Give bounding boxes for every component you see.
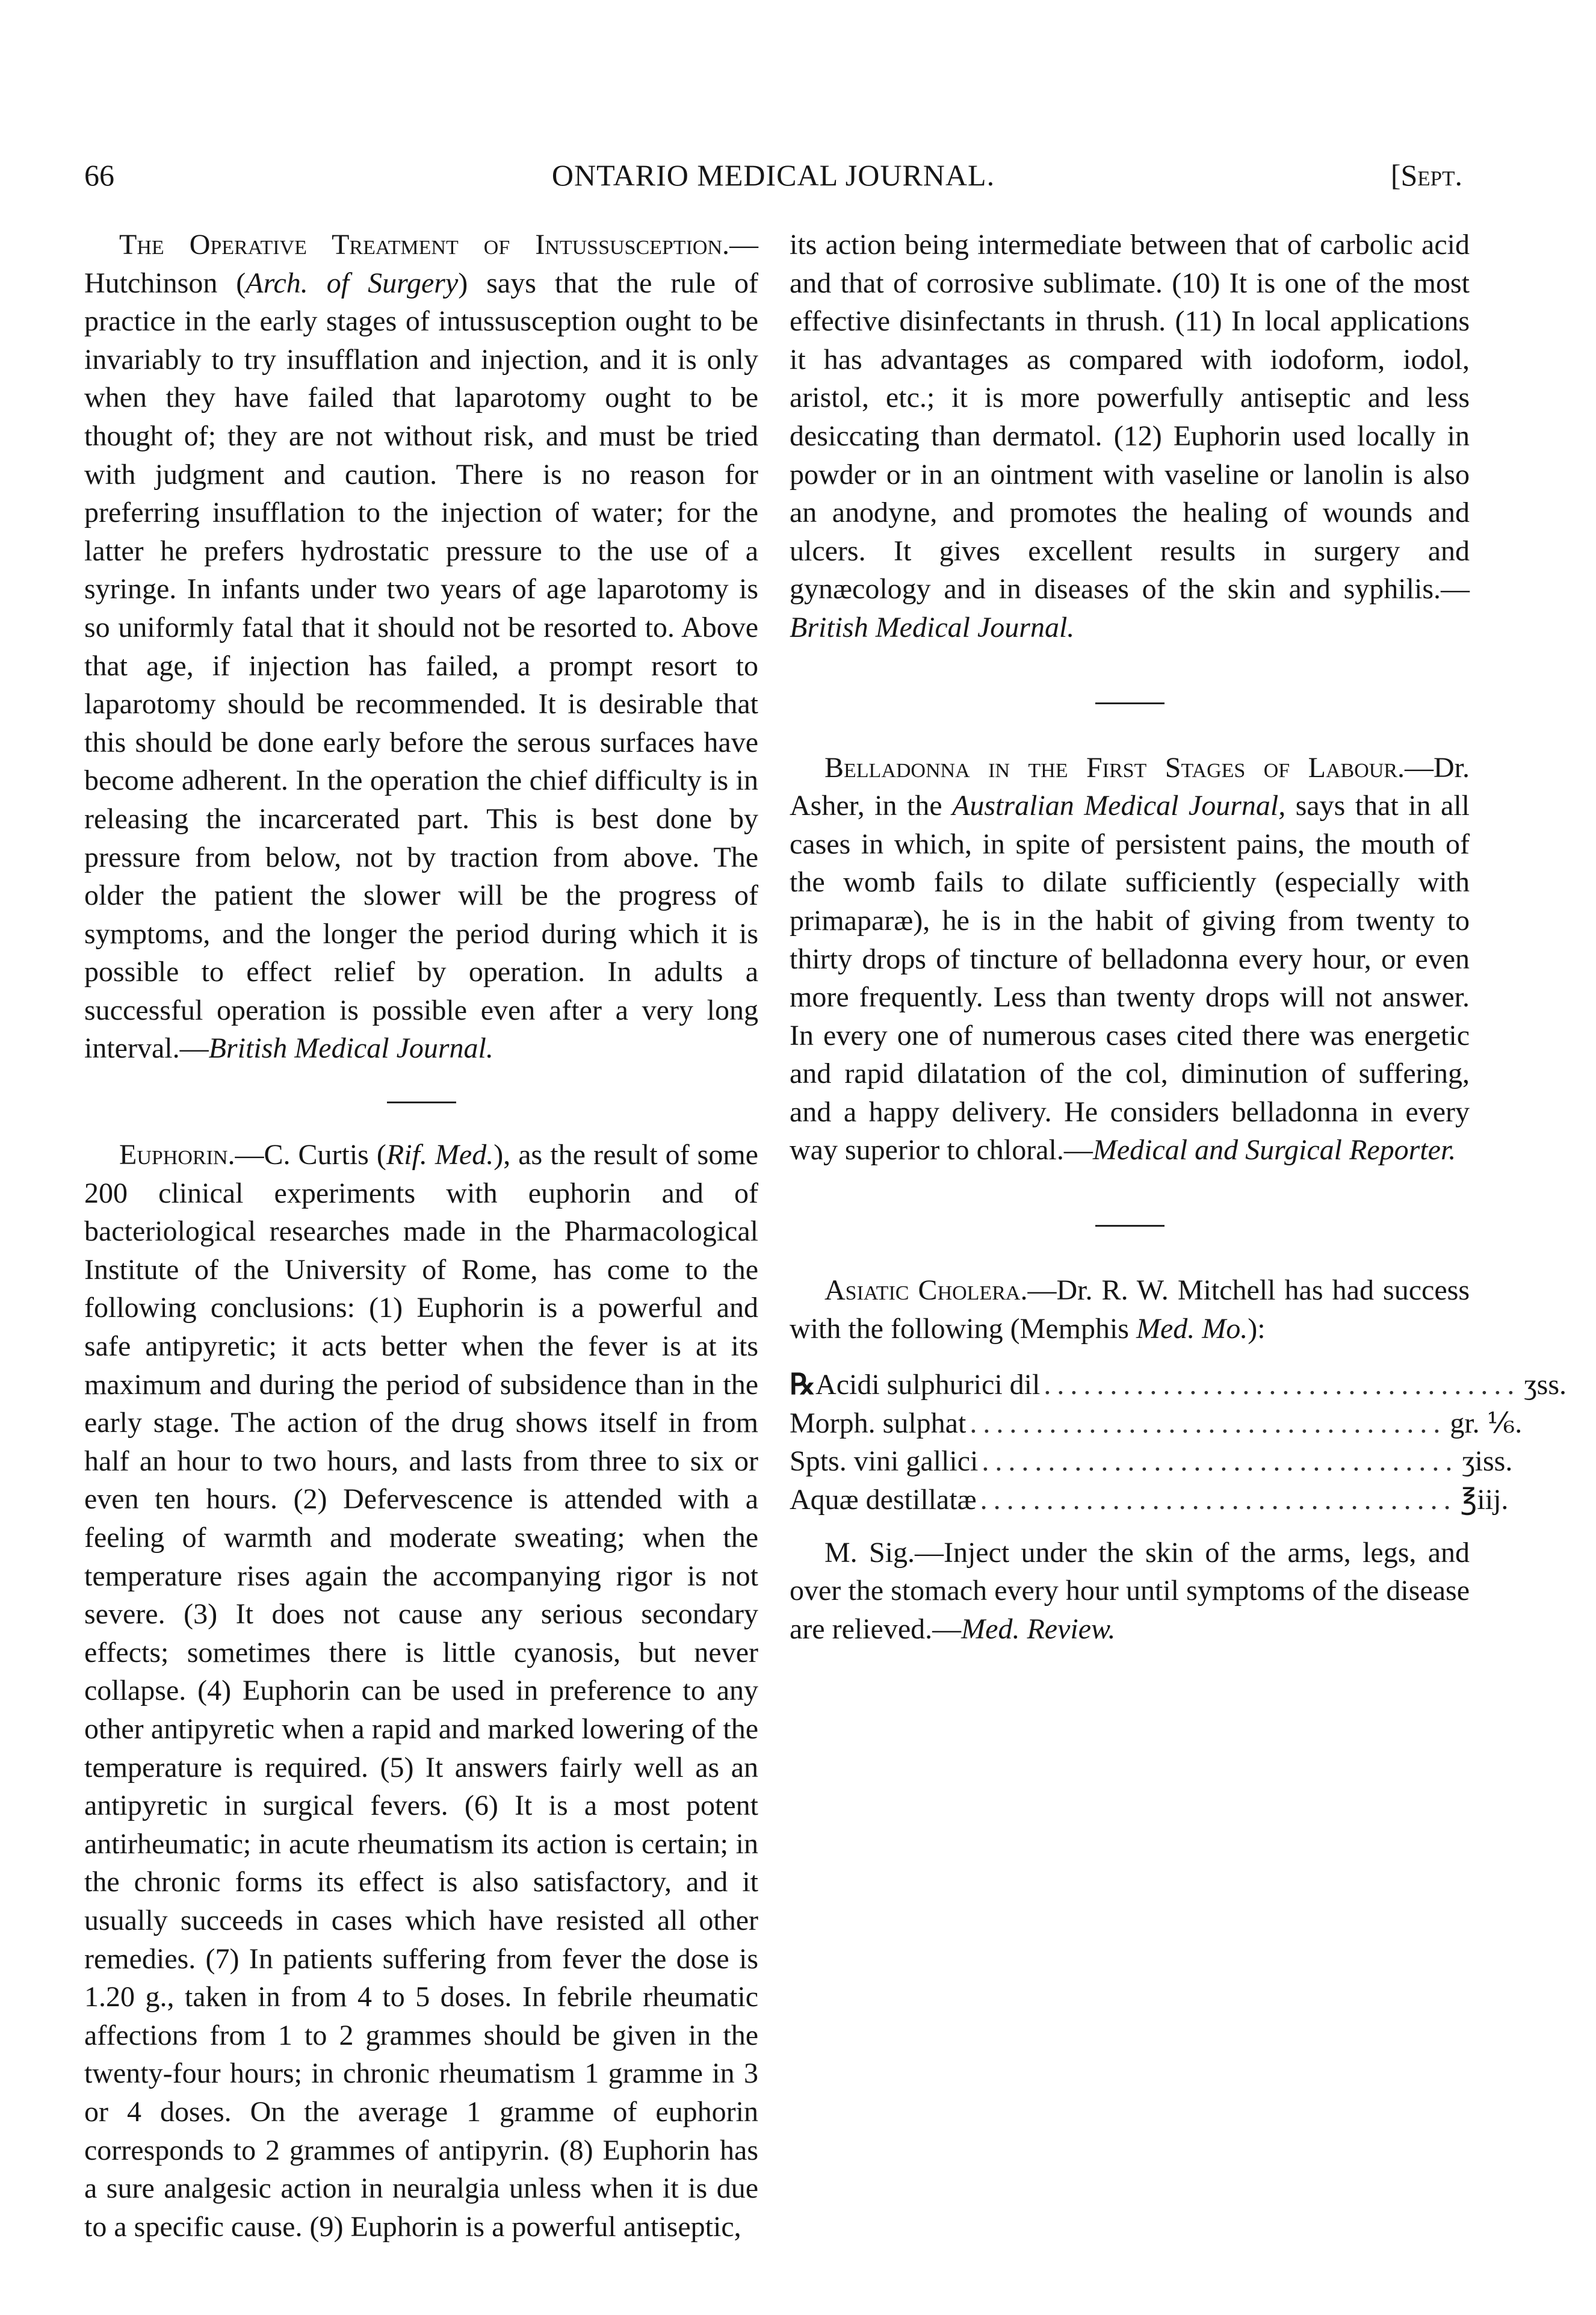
journal-title: ONTARIO MEDICAL JOURNAL.: [551, 158, 995, 192]
ingredient-name: Aquæ destillatæ: [790, 1484, 977, 1516]
prescription-line: [790, 1442, 1513, 1481]
prescription-line: [790, 1481, 1509, 1519]
left-column: [84, 226, 758, 2246]
leader-dots: ....................................: [970, 1407, 1447, 1439]
ingredient-name: Spts. vini gallici: [790, 1445, 979, 1478]
leader-dots: ....................................: [980, 1484, 1457, 1516]
page-header: [84, 158, 1462, 200]
issue-month: [Sept.: [1390, 158, 1462, 192]
citation: Med. Review.: [961, 1613, 1116, 1645]
ingredient-dose: ʒss.: [1524, 1369, 1567, 1401]
ingredient-name: Acidi sulphurici dil: [815, 1369, 1041, 1401]
article-belladonna: Belladonna in the First Stages of Labour.—Dr. Asher, in the Australian Medical Journal, says that in all cases in which, in spite of persistent pains, the mouth of the womb fails to dilate sufficiently (especially with primaparæ), he is in the habit of giving from twenty to thirty drops of tincture of belladonna every hour, or even more frequently. Less than twenty drops will not answer. In every one of numerous cases cited there was energetic and rapid dilatation of the col, diminution of suffering, and a happy delivery. He considers belladonna in every way superior to chloral.—Medical and Surgical Reporter.: [790, 751, 1470, 1167]
prescription-signature: M. Sig.—Inject under the skin of the arms, legs, and over the stomach every hour until symptoms of the disease are relieved.—Med. Review.: [790, 1536, 1470, 1645]
article-intussusception: The Operative Treatment of Intussusception.—Hutchinson (Arch. of Surgery) says that the rule of practice in the early stages of intussusception ought to be invariably to try insufflation and injection, and it is only when they have failed that laparotomy ought to be thought of; they are not without risk, and must be tried with judgment and caution. There is no reason for preferring insufflation to the injection of water; for the latter he prefers hydrostatic pressure to the use of a syringe. In infants under two years of age laparotomy is so uniformly fatal that it should not be resorted to. Above that age, if injection has failed, a prompt resort to laparotomy should be recommended. It is desirable that this should be done early before the serous surfaces have become adherent. In the operation the chief difficulty is in releasing the incarcerated part. This is best done by pressure from below, not by traction from above. The older the patient the slower will be the progress of symptoms, and the longer the period during which it is possible to effect relief by operation. In adults a successful operation is possible even after a very long interval.—British Medical Journal.: [84, 229, 759, 1065]
leader-dots: ....................................: [982, 1445, 1459, 1478]
rx-symbol: ℞: [790, 1369, 816, 1401]
section-divider: [387, 1102, 456, 1103]
ingredient-dose: ʒiss.: [1462, 1445, 1513, 1478]
article-title: The Operative Treatment of Intussusception.: [119, 229, 729, 261]
citation: British Medical Journal.: [790, 611, 1075, 643]
ingredient-dose: ℥iij.: [1460, 1484, 1509, 1516]
article-title: Euphorin.: [119, 1139, 235, 1171]
prescription-line: [790, 1404, 1523, 1443]
article-cholera: Asiatic Cholera.—Dr. R. W. Mitchell has had success with the following (Memphis Med. Mo.):: [790, 1274, 1470, 1345]
citation: British Medical Journal.: [208, 1032, 493, 1065]
article-title: Belladonna in the First Stages of Labour.: [824, 751, 1405, 784]
citation: Rif. Med.: [386, 1139, 494, 1171]
section-divider: [1095, 1225, 1165, 1227]
prescription: [790, 1366, 1567, 1519]
citation: Australian Medical Journal,: [952, 790, 1286, 822]
article-title: Asiatic Cholera.: [824, 1274, 1028, 1307]
citation: Arch. of Surgery: [246, 267, 459, 299]
citation: Medical and Surgical Reporter.: [1092, 1134, 1456, 1167]
article-euphorin-continued: [790, 226, 1470, 647]
leader-dots: ....................................: [1044, 1369, 1521, 1401]
citation: Med. Mo.: [1136, 1312, 1248, 1345]
section-divider: [1095, 702, 1165, 704]
ingredient-dose: gr. ⅙.: [1450, 1407, 1523, 1439]
euphorin-body: ), as the result of some 200 clinical experiments with euphorin and of bacteriological researches made in the Pharmacological Institute of the University of Rome, has come to the following conclusions: (1) Euphorin is a powerful and safe antipyretic; it acts better when the fever is at its maximum and during the period of subsidence than in the early stage. The action of the drug shows itself in from half an hour to two hours, and lasts from three to six or even ten hours. (2) Defervescence is attended with a feeling of warmth and moderate sweating; when the temperature rises again the accompanying rigor is not severe. (3) It does not cause any serious secondary effects; sometimes there is little cyanosis, but never collapse. (4) Euphorin can be used in preference to any other antipyretic when a rapid and marked lowering of the temperature is required. (5) It answers fairly well as an antipyretic in surgical fevers. (6) It is a most potent antirheumatic; in acute rheumatism its action is certain; in the chronic forms its effect is also satisfactory, and it usually succeeds in cases which have resisted all other remedies. (7) In patients suffering from fever the dose is 1.20 g., taken in from 4 to 5 doses. In febrile rheumatic affections from 1 to 2 grammes should be given in the twenty-four hours; in chronic rheumatism 1 gramme in 3 or 4 doses. On the average 1 gramme of euphorin corresponds to 2 grammes of antipyrin. (8) Euphorin has a sure analgesic action in neuralgia unless when it is due to a specific cause. (9) Euphorin is a powerful antiseptic,: [84, 1139, 758, 2243]
ingredient-name: Morph. sulphat: [790, 1407, 967, 1439]
right-column: [790, 226, 1567, 1648]
euphorin-body-continued: its action being intermediate between that of carbolic acid and that of corrosive sublimate. (10) It is one of the most effective disinfectants in thrush. (11) In local applications it has advantages as compared with iodoform, iodol, aristol, etc.; it is more powerfully antiseptic and less desiccating than dermatol. (12) Euphorin used locally in powder or in an ointment with vaseline or lanolin is also an anodyne, and promotes the healing of wounds and ulcers. It gives excellent results in surgery and gynæcology and in diseases of the skin and syphilis.—: [790, 229, 1470, 606]
page-number: 66: [84, 158, 114, 192]
article-euphorin: Euphorin.—C. Curtis (Rif. Med.), as the result of some 200 clinical experiments with euphorin and of bacteriological researches made in the Pharmacological Institute of the University of Rome, has come to the following conclusions: (1) Euphorin is a powerful and safe antipyretic; it acts better when the fever is at its maximum and during the period of subsidence than in the early stage. The action of the drug shows itself in from half an hour to two hours, and lasts from three to six or even ten hours. (2) Defervescence is attended with a feeling of warmth and moderate sweating; when the temperature rises again the accompanying rigor is not severe. (3) It does not cause any serious secondary effects; sometimes there is little cyanosis, but never collapse. (4) Euphorin can be used in preference to any other antipyretic when a rapid and marked lowering of the temperature is required. (5) It answers fairly well as an antipyretic in surgical fevers. (6) It is a most potent antirheumatic; in acute rheumatism its action is certain; in the chronic forms its effect is also satisfactory, and it usually succeeds in cases which have resisted all other remedies. (7) In patients suffering from fever the dose is 1.20 g., taken in from 4 to 5 doses. In febrile rheumatic affections from 1 to 2 grammes should be given in the twenty-four hours; in chronic rheumatism 1 gramme in 3 or 4 doses. On the average 1 gramme of euphorin corresponds to 2 grammes of antipyrin. (8) Euphorin has a sure analgesic action in neuralgia unless when it is due to a specific cause. (9) Euphorin is a powerful antiseptic,: [84, 1139, 758, 2243]
prescription-line: [790, 1366, 1567, 1404]
